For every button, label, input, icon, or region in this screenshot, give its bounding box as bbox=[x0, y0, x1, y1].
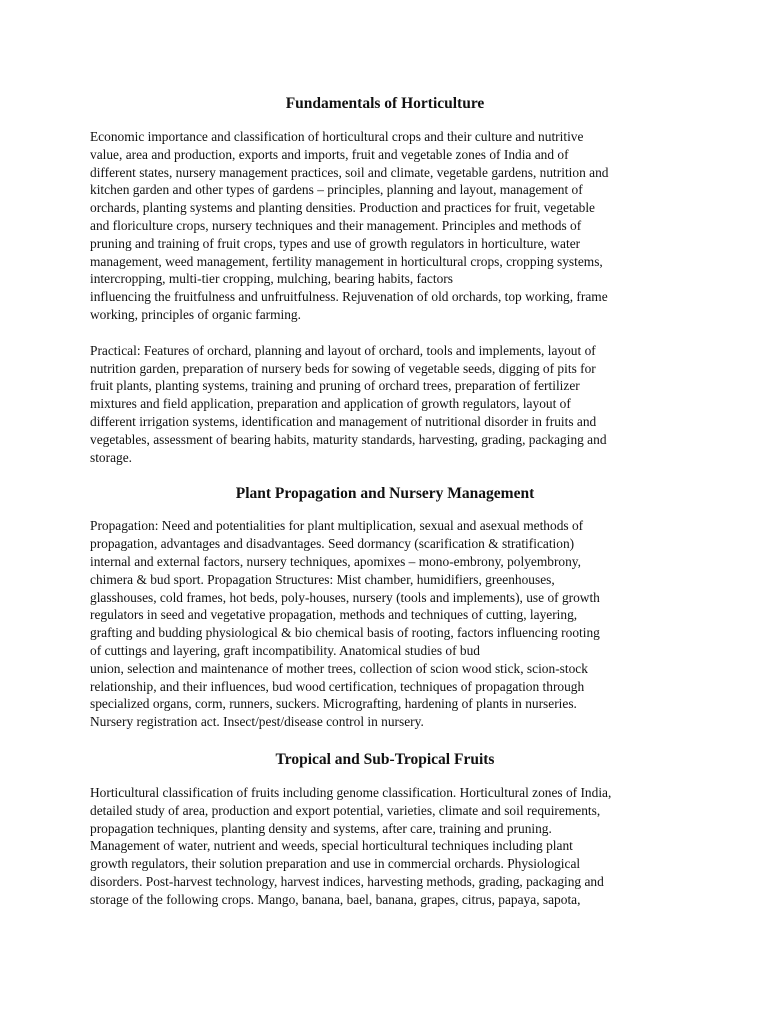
text-line: different irrigation systems, identification and management of nutritional disorder in fruits and bbox=[90, 413, 597, 429]
paragraph-fundamentals-practical bbox=[90, 342, 680, 467]
text-line: Nursery registration act. Insect/pest/disease control in nursery. bbox=[90, 714, 424, 730]
section-title-plant-propagation: Plant Propagation and Nursery Management bbox=[235, 485, 535, 503]
text-line: storage. bbox=[90, 449, 133, 465]
paragraph-tropical-fruits bbox=[90, 784, 680, 909]
text-line: intercropping, multi-tier cropping, mulching, bearing habits, factors bbox=[90, 271, 453, 287]
text-line: propagation techniques, planting density and systems, after care, training and pruning. bbox=[90, 820, 552, 836]
text-line: growth regulators, their solution preparation and use in commercial orchards. Physiological bbox=[90, 856, 581, 872]
text-line: fruit plants, planting systems, training and pruning of orchard trees, preparation of fertilizer bbox=[90, 378, 580, 394]
text-line: Economic importance and classification of horticultural crops and their culture and nutritive bbox=[90, 129, 584, 144]
text-line: influencing the fruitfulness and unfruitfulness. Rejuvenation of old orchards, top working, frame bbox=[90, 289, 608, 305]
text-line: union, selection and maintenance of mother trees, collection of scion wood stick, scion-stock bbox=[90, 660, 588, 676]
text-line: detailed study of area, production and export potential, varieties, climate and soil requirements, bbox=[90, 802, 601, 818]
text-line: grafting and budding physiological & bio chemical basis of rooting, factors influencing rooting bbox=[90, 625, 600, 641]
paragraph-fundamentals-overview bbox=[90, 128, 680, 324]
text-line: kitchen garden and other types of gardens – principles, planning and layout, management of bbox=[90, 182, 583, 198]
text-line: relationship, and their influences, bud wood certification, techniques of propagation through bbox=[90, 678, 585, 694]
text-line: of cuttings and layering, graft incompatibility. Anatomical studies of bud bbox=[90, 642, 480, 658]
text-line: Horticultural classification of fruits including genome classification. Horticultural zones of India, bbox=[90, 784, 612, 800]
text-line: internal and external factors, nursery techniques, apomixes – mono-embrony, polyembrony, bbox=[90, 553, 581, 569]
text-line: orchards, planting systems and planting densities. Production and practices for fruit, vegetable bbox=[90, 200, 595, 216]
text-line: management, weed management, fertility management in horticultural crops, cropping systems, bbox=[90, 253, 603, 269]
text-line: and floriculture crops, nursery techniques and their management. Principles and methods of bbox=[90, 217, 582, 233]
text-line: specialized organs, corm, runners, suckers. Micrografting, hardening of plants in nurseries. bbox=[90, 696, 577, 712]
text-line: different states, nursery management practices, soil and climate, vegetable gardens, nutrition and bbox=[90, 164, 609, 180]
text-line: glasshouses, cold frames, hot beds, poly-houses, nursery (tools and implements), use of growth bbox=[90, 589, 600, 605]
text-line: working, principles of organic farming. bbox=[90, 306, 301, 322]
text-line: regulators in seed and vegetative propagation, methods and techniques of cutting, layering, bbox=[90, 607, 578, 623]
text-line: value, area and production, exports and imports, fruit and vegetable zones of India and of bbox=[90, 146, 569, 162]
paragraph-propagation bbox=[90, 517, 680, 731]
text-line: pruning and training of fruit crops, types and use of growth regulators in horticulture, water bbox=[90, 235, 581, 251]
text-line: Management of water, nutrient and weeds, special horticultural techniques including plant bbox=[90, 838, 573, 854]
text-line: Propagation: Need and potentialities for plant multiplication, sexual and asexual methods of bbox=[90, 518, 584, 534]
text-line: vegetables, assessment of bearing habits, maturity standards, harvesting, grading, packaging and bbox=[90, 431, 607, 447]
section-title-tropical-fruits: Tropical and Sub-Tropical Fruits bbox=[275, 750, 495, 768]
section-title-fundamentals: Fundamentals of Horticulture bbox=[285, 95, 485, 112]
text-line: Practical: Features of orchard, planning and layout of orchard, tools and implements, layout of bbox=[90, 342, 596, 358]
text-line: storage of the following crops. Mango, banana, bael, banana, grapes, citrus, papaya, sapota, bbox=[90, 891, 581, 907]
text-line: chimera & bud sport. Propagation Structures: Mist chamber, humidifiers, greenhouses, bbox=[90, 571, 555, 587]
text-line: disorders. Post-harvest technology, harvest indices, harvesting methods, grading, packaging and bbox=[90, 873, 604, 889]
text-line: mixtures and field application, preparation and application of growth regulators, layout of bbox=[90, 396, 571, 412]
text-line: nutrition garden, preparation of nursery beds for sowing of vegetable seeds, digging of pits for bbox=[90, 360, 596, 376]
text-line: propagation, advantages and disadvantages. Seed dormancy (scarification & stratification) bbox=[90, 536, 575, 552]
